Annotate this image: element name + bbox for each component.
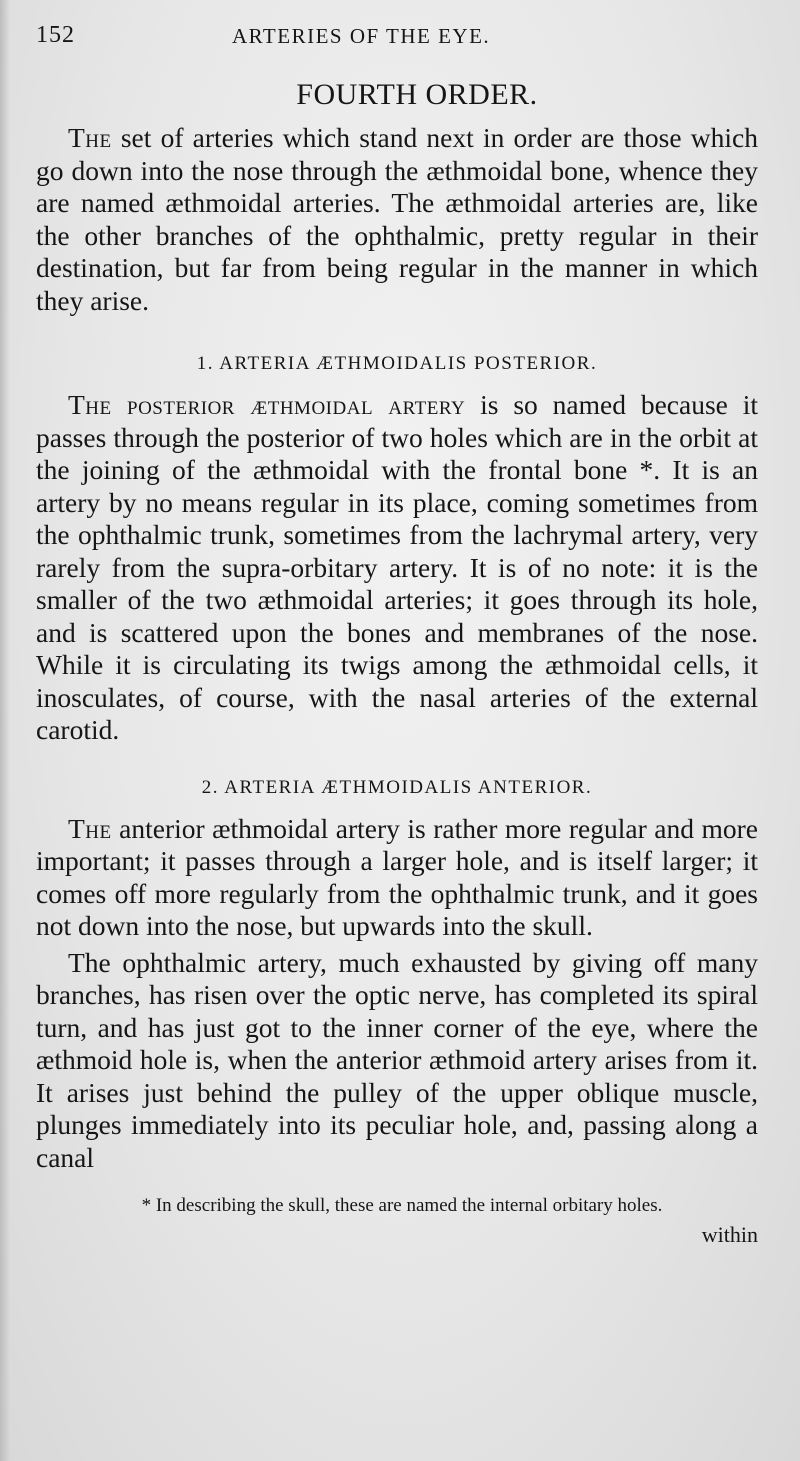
anterior-lead: The [68,812,112,844]
order-title: FOURTH ORDER. [296,78,538,111]
ophthalmic-paragraph: The ophthalmic artery, much exhausted by giving off many branches, has risen over the optic nerve, has completed its spiral turn, and has just got to the inner corner of the eye, where the æthmoid hole is, when the anterior æthmoid artery arises from it. It arises just behind the pulley of the upper oblique muscle, plunges immediately into its peculiar hole, and, passing along a canal [36,946,758,1173]
section-heading-anterior: 2. ARTERIA ÆTHMOIDALIS ANTERIOR. [201,776,593,798]
page-number: 152 [36,22,75,48]
posterior-lead: The posterior æthmoidal artery [68,389,466,420]
anterior-paragraph [36,813,758,943]
catchword: within [701,1222,758,1247]
intro-paragraph [36,122,758,317]
posterior-text: is so named because it passes through the posterior of two holes which are in the orbit at the joining of the æthmoidal with the frontal bone *. It is an artery by no means regular in its place, coming sometimes from the ophthalmic trunk, sometimes from the lachrymal artery, very rarely from the supra-orbitary artery. It is of no note: it is the smaller of the two æthmoidal arteries; it goes through its hole, and is scattered upon the bones and membranes of the nose. While it is circulating its twigs among the æthmoidal cells, it inosculates, of course, with the nasal arteries of the external carotid. [36,389,759,745]
posterior-paragraph [36,389,758,747]
anterior-text: anterior æthmoidal artery is rather more regular and more important; it passes through a larger hole, and is itself larger; it comes off more regularly from the ophthalmic trunk, and it goes not down into the nose, but upwards into the skull. [36,812,758,941]
intro-lead: The [68,122,112,153]
running-head [36,18,758,64]
footnote: * In describing the skull, these are named the internal orbitary holes. [141,1195,663,1216]
section-heading-posterior: 1. ARTERIA ÆTHMOIDALIS POSTERIOR. [196,353,598,374]
running-title: ARTERIES OF THE EYE. [232,24,491,48]
intro-text: set of arteries which stand next in order are those which go down into the nose through the æthmoidal bone, whence they are named æthmoidal arteries. The æthmoidal arteries are, like the other branches of the ophthalmic, pretty regular in their destination, but far from being regular in the manner in which they arise. [36,122,758,316]
